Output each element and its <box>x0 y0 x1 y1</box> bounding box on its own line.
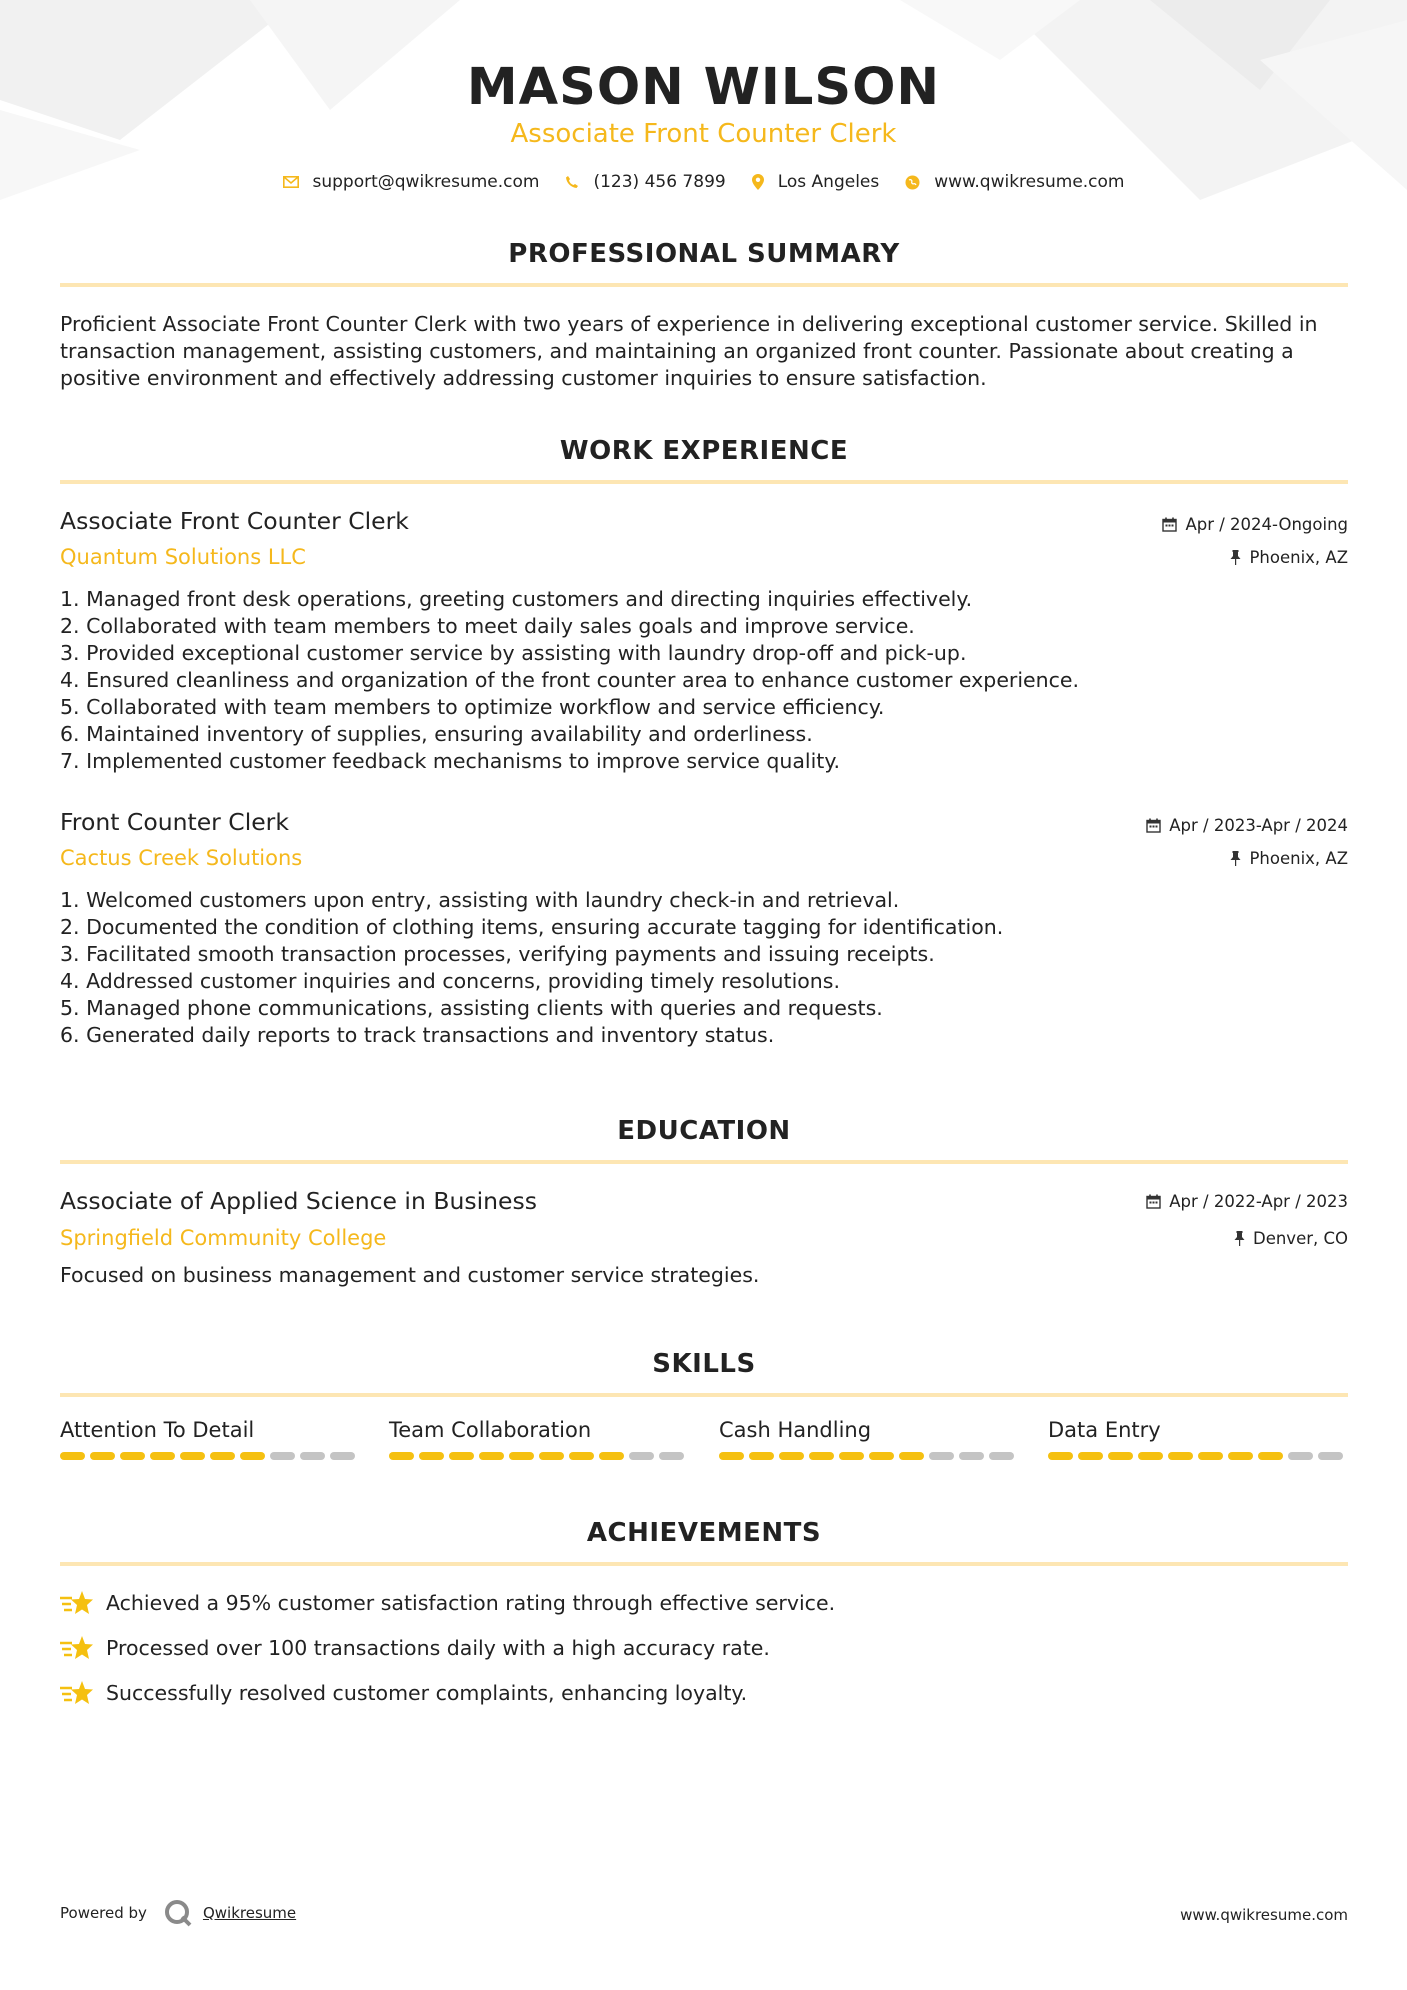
skill-segment-filled <box>509 1452 534 1460</box>
candidate-name: MASON WILSON <box>466 58 941 117</box>
calendar-icon <box>1162 517 1177 532</box>
education-heading: EDUCATION <box>617 1116 791 1146</box>
school-name: Springfield Community College <box>60 1226 387 1250</box>
skill-segment-filled <box>150 1452 175 1460</box>
duty-item: 1. Managed front desk operations, greeting customers and directing inquiries effectively. <box>60 587 973 611</box>
shooting-star-icon <box>60 1634 94 1662</box>
skill-segment-filled <box>1138 1452 1163 1460</box>
skill-name: Cash Handling <box>719 1418 872 1442</box>
duty-item: 2. Collaborated with team members to meet daily sales goals and improve service. <box>60 614 915 638</box>
skill-name: Team Collaboration <box>389 1418 592 1442</box>
skill-name: Data Entry <box>1048 1418 1161 1442</box>
job-location <box>1230 548 1348 567</box>
skills-divider <box>60 1393 1348 1397</box>
skill-segment-filled <box>1048 1452 1073 1460</box>
experience-divider <box>60 480 1348 484</box>
achievement-item <box>60 1634 770 1662</box>
education-divider <box>60 1160 1348 1164</box>
duty-item: 4. Addressed customer inquiries and concerns, providing timely resolutions. <box>60 969 840 993</box>
education-location <box>1234 1229 1348 1248</box>
skill-segment-filled <box>1198 1452 1223 1460</box>
website-text: www.qwikresume.com <box>934 172 1125 192</box>
skill-segment-filled <box>749 1452 774 1460</box>
skill-item <box>389 1418 689 1460</box>
experience-heading: WORK EXPERIENCE <box>559 436 849 466</box>
skill-segment-filled <box>1258 1452 1283 1460</box>
qwikresume-link[interactable]: Qwikresume <box>202 1904 297 1922</box>
job-duties <box>60 586 1310 775</box>
pushpin-icon <box>1230 550 1241 565</box>
summary-divider <box>60 283 1348 287</box>
skill-segment-empty <box>1318 1452 1343 1460</box>
skill-segment-empty <box>659 1452 684 1460</box>
duty-item: 4. Ensured cleanliness and organization of the front counter area to enhance customer experience. <box>60 668 1080 692</box>
duty-item: 7. Implemented customer feedback mechanisms to improve service quality. <box>60 749 841 773</box>
job-dates <box>1146 816 1348 835</box>
skill-segment-empty <box>959 1452 984 1460</box>
skill-level-bar <box>60 1452 360 1460</box>
email-text: support@qwikresume.com <box>312 172 540 192</box>
duty-item: 3. Provided exceptional customer service by assisting with laundry drop-off and pick-up. <box>60 641 967 665</box>
skill-segment-filled <box>569 1452 594 1460</box>
skill-segment-filled <box>90 1452 115 1460</box>
duty-item: 2. Documented the condition of clothing items, ensuring accurate tagging for identification. <box>60 915 1004 939</box>
skill-segment-filled <box>899 1452 924 1460</box>
skill-segment-filled <box>1168 1452 1193 1460</box>
skill-name: Attention To Detail <box>60 1418 255 1442</box>
calendar-icon <box>1146 1194 1161 1209</box>
footer-powered-by <box>60 1898 296 1928</box>
skill-segment-filled <box>389 1452 414 1460</box>
duty-item: 1. Welcomed customers upon entry, assisting with laundry check-in and retrieval. <box>60 888 900 912</box>
skill-segment-filled <box>539 1452 564 1460</box>
contact-bar <box>0 172 1407 192</box>
skill-segment-filled <box>120 1452 145 1460</box>
achievements-divider <box>60 1562 1348 1566</box>
skill-segment-filled <box>1108 1452 1133 1460</box>
job-company: Quantum Solutions LLC <box>60 545 306 569</box>
skill-segment-empty <box>270 1452 295 1460</box>
skill-segment-filled <box>419 1452 444 1460</box>
skill-segment-filled <box>809 1452 834 1460</box>
calendar-icon <box>1146 818 1161 833</box>
achievements-heading: ACHIEVEMENTS <box>586 1518 822 1548</box>
skill-segment-filled <box>869 1452 894 1460</box>
job-dates-text: Apr / 2024-Ongoing <box>1185 515 1348 534</box>
job-title: Associate Front Counter Clerk <box>60 507 409 535</box>
education-dates <box>1146 1192 1348 1211</box>
skill-segment-empty <box>929 1452 954 1460</box>
contact-website[interactable] <box>905 172 1124 192</box>
skill-segment-filled <box>210 1452 235 1460</box>
skill-segment-filled <box>240 1452 265 1460</box>
footer-website[interactable]: www.qwikresume.com <box>1180 1906 1348 1924</box>
skill-segment-filled <box>599 1452 624 1460</box>
degree-title: Associate of Applied Science in Business <box>60 1187 537 1215</box>
envelope-icon <box>283 176 299 188</box>
shooting-star-icon <box>60 1589 94 1617</box>
achievement-text: Successfully resolved customer complaints, enhancing loyalty. <box>106 1681 748 1705</box>
skill-item <box>1048 1418 1348 1460</box>
qwikresume-logo-icon <box>163 1898 193 1928</box>
shooting-star-icon <box>60 1679 94 1707</box>
skill-segment-empty <box>300 1452 325 1460</box>
job-dates-text: Apr / 2023-Apr / 2024 <box>1169 816 1348 835</box>
job-location-text: Phoenix, AZ <box>1249 548 1348 567</box>
skill-segment-empty <box>629 1452 654 1460</box>
education-description: Focused on business management and customer service strategies. <box>60 1263 760 1287</box>
achievement-text: Processed over 100 transactions daily with a high accuracy rate. <box>106 1636 770 1660</box>
contact-phone[interactable] <box>565 172 725 192</box>
duty-item: 3. Facilitated smooth transaction processes, verifying payments and issuing receipts. <box>60 942 935 966</box>
skill-level-bar <box>719 1452 1019 1460</box>
duty-item: 6. Maintained inventory of supplies, ensuring availability and orderliness. <box>60 722 813 746</box>
skill-segment-empty <box>1288 1452 1313 1460</box>
education-location-text: Denver, CO <box>1252 1229 1348 1248</box>
job-company: Cactus Creek Solutions <box>60 846 303 870</box>
pushpin-icon <box>1230 851 1241 866</box>
globe-icon <box>905 175 920 190</box>
achievement-item <box>60 1679 747 1707</box>
duty-item: 5. Collaborated with team members to optimize workflow and service efficiency. <box>60 695 885 719</box>
skill-item <box>719 1418 1019 1460</box>
duty-item: 6. Generated daily reports to track transactions and inventory status. <box>60 1023 775 1047</box>
summary-heading: PROFESSIONAL SUMMARY <box>508 239 900 269</box>
achievement-text: Achieved a 95% customer satisfaction rating through effective service. <box>106 1591 836 1615</box>
skill-segment-filled <box>180 1452 205 1460</box>
skill-item <box>60 1418 360 1460</box>
skill-segment-filled <box>779 1452 804 1460</box>
skill-segment-filled <box>1078 1452 1103 1460</box>
candidate-title: Associate Front Counter Clerk <box>510 119 897 149</box>
job-title: Front Counter Clerk <box>60 808 289 836</box>
skill-segment-filled <box>60 1452 85 1460</box>
powered-by-label: Powered by <box>60 1904 147 1922</box>
skill-segment-filled <box>479 1452 504 1460</box>
skill-segment-filled <box>839 1452 864 1460</box>
contact-location <box>752 172 880 192</box>
pushpin-icon <box>1234 1231 1245 1246</box>
job-location-text: Phoenix, AZ <box>1249 849 1348 868</box>
skill-segment-filled <box>719 1452 744 1460</box>
skill-level-bar <box>1048 1452 1348 1460</box>
phone-icon <box>565 175 579 189</box>
contact-email[interactable] <box>283 172 540 192</box>
phone-text: (123) 456 7899 <box>593 172 726 192</box>
skill-segment-empty <box>330 1452 355 1460</box>
skill-segment-empty <box>989 1452 1014 1460</box>
skill-level-bar <box>389 1452 689 1460</box>
job-duties <box>60 887 1310 1049</box>
education-dates-text: Apr / 2022-Apr / 2023 <box>1169 1192 1348 1211</box>
skill-segment-filled <box>1228 1452 1253 1460</box>
skills-heading: SKILLS <box>652 1349 756 1379</box>
skill-segment-filled <box>449 1452 474 1460</box>
job-dates <box>1162 515 1348 534</box>
location-text: Los Angeles <box>777 172 880 192</box>
job-location <box>1230 849 1348 868</box>
summary-text: Proficient Associate Front Counter Clerk with two years of experience in delivering exceptional customer service. Skilled in transaction management, assisting customers, and maintaining an organized front counter. Passionate about creating a positive environment and effectively addressing customer inquiries to ensure satisfaction. <box>60 312 1318 390</box>
duty-item: 5. Managed phone communications, assisting clients with queries and requests. <box>60 996 883 1020</box>
achievement-item <box>60 1589 835 1617</box>
map-pin-icon <box>752 174 764 190</box>
